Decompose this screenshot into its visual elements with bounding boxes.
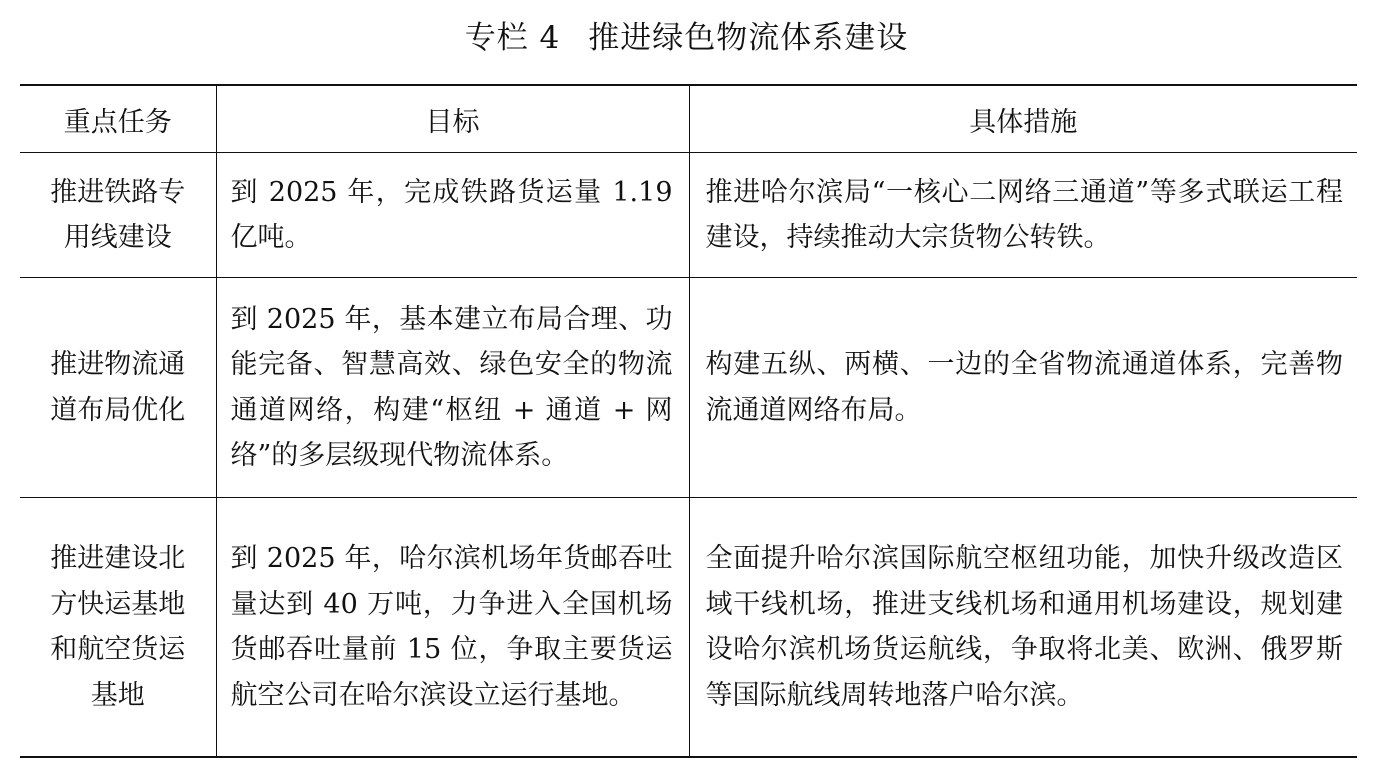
task-cell: 推进物流通道布局优化 (20, 278, 216, 498)
measures-cell: 构建五纵、两横、一边的全省物流通道体系，完善物流通道网络布局。 (689, 278, 1357, 498)
table-row (20, 153, 1357, 278)
green-logistics-table (20, 84, 1357, 758)
column-number: 专栏 4 (464, 20, 561, 56)
header-target: 目标 (216, 85, 689, 153)
task-cell: 推进铁路专用线建设 (20, 153, 216, 278)
table-row (20, 278, 1357, 498)
measures-cell: 推进哈尔滨局“一核心二网络三通道”等多式联运工程建设，持续推动大宗货物公转铁。 (689, 153, 1357, 278)
table-header-row (20, 85, 1357, 153)
task-cell: 推进建设北方快运基地和航空货运基地 (20, 498, 216, 758)
target-cell: 到 2025 年，完成铁路货运量 1.19 亿吨。 (216, 153, 689, 278)
measures-cell: 全面提升哈尔滨国际航空枢纽功能，加快升级改造区域干线机场，推进支线机场和通用机场建设，规划建设哈尔滨机场货运航线，争取将北美、欧洲、俄罗斯等国际航线周转地落户哈尔滨。 (689, 498, 1357, 758)
target-cell: 到 2025 年，哈尔滨机场年货邮吞吐量达到 40 万吨，力争进入全国机场货邮吞吐量前 15 位，争取主要货运航空公司在哈尔滨设立运行基地。 (216, 498, 689, 758)
column-heading: 推进绿色物流体系建设 (588, 20, 909, 56)
header-key-task: 重点任务 (20, 85, 216, 153)
column-title (0, 16, 1373, 60)
header-measures: 具体措施 (689, 85, 1357, 153)
target-cell: 到 2025 年，基本建立布局合理、功能完备、智慧高效、绿色安全的物流通道网络，构建“枢纽 + 通道 + 网络”的多层级现代物流体系。 (216, 278, 689, 498)
table-row (20, 498, 1357, 758)
